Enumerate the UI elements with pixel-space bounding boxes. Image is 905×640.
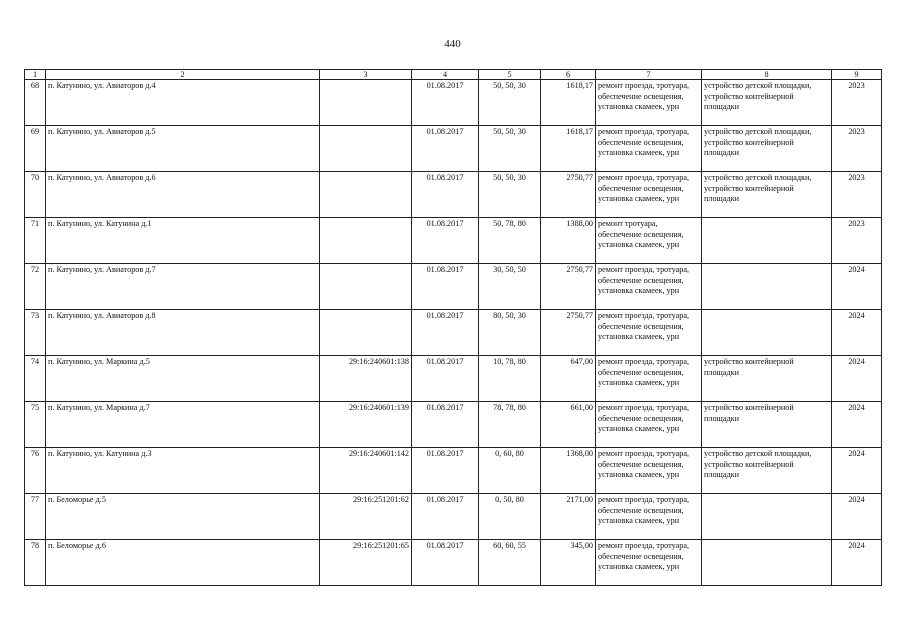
cell-cadastral-number: 29:16:240601:138 bbox=[320, 356, 412, 402]
table-row bbox=[25, 494, 882, 540]
cell-address: п. Катунино, ул. Авиаторов д.4 bbox=[46, 80, 320, 126]
cell-cadastral-number bbox=[320, 172, 412, 218]
cell-inventory-date: 01.08.2017 bbox=[412, 126, 479, 172]
cell-row-number: 72 bbox=[25, 264, 46, 310]
cell-year: 2024 bbox=[832, 356, 882, 402]
cell-area: 647,00 bbox=[541, 356, 596, 402]
cell-area: 661,00 bbox=[541, 402, 596, 448]
cell-cadastral-number bbox=[320, 126, 412, 172]
cell-additional-works bbox=[702, 310, 832, 356]
cell-cadastral-number: 29:16:240601:139 bbox=[320, 402, 412, 448]
cell-improvement-percent: 50, 78, 80 bbox=[479, 218, 541, 264]
cell-row-number: 71 bbox=[25, 218, 46, 264]
cell-area: 2750,77 bbox=[541, 264, 596, 310]
table-row bbox=[25, 80, 882, 126]
cell-address: п. Беломорье д.5 bbox=[46, 494, 320, 540]
cell-cadastral-number bbox=[320, 264, 412, 310]
table-row bbox=[25, 356, 882, 402]
cell-improvement-percent: 80, 50, 30 bbox=[479, 310, 541, 356]
cell-area: 1388,00 bbox=[541, 218, 596, 264]
cell-area: 2750,77 bbox=[541, 310, 596, 356]
header-col-7: 7 bbox=[596, 70, 702, 80]
header-col-4: 4 bbox=[412, 70, 479, 80]
cell-cadastral-number: 29:16:240601:142 bbox=[320, 448, 412, 494]
cell-row-number: 78 bbox=[25, 540, 46, 586]
cell-required-works: ремонт проезда, тротуара, обеспечение освещения, установка скамеек, урн bbox=[596, 310, 702, 356]
header-col-2: 2 bbox=[46, 70, 320, 80]
cell-inventory-date: 01.08.2017 bbox=[412, 402, 479, 448]
cell-additional-works bbox=[702, 264, 832, 310]
cell-area: 1618,17 bbox=[541, 126, 596, 172]
cell-row-number: 70 bbox=[25, 172, 46, 218]
cell-row-number: 77 bbox=[25, 494, 46, 540]
cell-required-works: ремонт тротуара, обеспечение освещения, установка скамеек, урн bbox=[596, 218, 702, 264]
cell-required-works: ремонт проезда, тротуара, обеспечение освещения, установка скамеек, урн bbox=[596, 494, 702, 540]
improvement-table bbox=[24, 69, 882, 586]
cell-row-number: 68 bbox=[25, 80, 46, 126]
cell-improvement-percent: 50, 50, 30 bbox=[479, 172, 541, 218]
cell-required-works: ремонт проезда, тротуара, обеспечение освещения, установка скамеек, урн bbox=[596, 448, 702, 494]
cell-cadastral-number bbox=[320, 80, 412, 126]
cell-required-works: ремонт проезда, тротуара, обеспечение освещения, установка скамеек, урн bbox=[596, 172, 702, 218]
table-header-row bbox=[25, 70, 882, 80]
cell-improvement-percent: 30, 50, 50 bbox=[479, 264, 541, 310]
table-row bbox=[25, 402, 882, 448]
cell-additional-works: устройство детской площадки, устройство контейнерной площадки bbox=[702, 80, 832, 126]
table-row bbox=[25, 310, 882, 356]
cell-address: п. Катунино, ул. Маркина д.5 bbox=[46, 356, 320, 402]
cell-row-number: 75 bbox=[25, 402, 46, 448]
header-col-3: 3 bbox=[320, 70, 412, 80]
cell-address: п. Беломорье д.6 bbox=[46, 540, 320, 586]
cell-address: п. Катунино, ул. Катунина д.3 bbox=[46, 448, 320, 494]
cell-year: 2024 bbox=[832, 494, 882, 540]
table-row bbox=[25, 172, 882, 218]
cell-area: 1368,00 bbox=[541, 448, 596, 494]
cell-improvement-percent: 78, 78, 80 bbox=[479, 402, 541, 448]
cell-address: п. Катунино, ул. Авиаторов д.8 bbox=[46, 310, 320, 356]
cell-additional-works: устройство контейнерной площадки bbox=[702, 402, 832, 448]
cell-inventory-date: 01.08.2017 bbox=[412, 310, 479, 356]
cell-inventory-date: 01.08.2017 bbox=[412, 264, 479, 310]
page-number: 440 bbox=[444, 38, 461, 50]
header-col-9: 9 bbox=[832, 70, 882, 80]
header-col-6: 6 bbox=[541, 70, 596, 80]
cell-row-number: 73 bbox=[25, 310, 46, 356]
cell-year: 2023 bbox=[832, 172, 882, 218]
cell-year: 2024 bbox=[832, 402, 882, 448]
cell-year: 2024 bbox=[832, 448, 882, 494]
cell-improvement-percent: 50, 50, 30 bbox=[479, 80, 541, 126]
cell-required-works: ремонт проезда, тротуара, обеспечение освещения, установка скамеек, урн bbox=[596, 80, 702, 126]
cell-area: 345,00 bbox=[541, 540, 596, 586]
cell-improvement-percent: 10, 78, 80 bbox=[479, 356, 541, 402]
cell-year: 2024 bbox=[832, 540, 882, 586]
cell-cadastral-number: 29:16:251201:65 bbox=[320, 540, 412, 586]
cell-area: 2171,00 bbox=[541, 494, 596, 540]
cell-additional-works bbox=[702, 218, 832, 264]
cell-inventory-date: 01.08.2017 bbox=[412, 172, 479, 218]
cell-row-number: 76 bbox=[25, 448, 46, 494]
table-row bbox=[25, 540, 882, 586]
cell-address: п. Катунино, ул. Авиаторов д.7 bbox=[46, 264, 320, 310]
cell-cadastral-number bbox=[320, 218, 412, 264]
cell-required-works: ремонт проезда, тротуара, обеспечение освещения, установка скамеек, урн bbox=[596, 126, 702, 172]
table-row bbox=[25, 126, 882, 172]
cell-improvement-percent: 60, 60, 55 bbox=[479, 540, 541, 586]
cell-additional-works: устройство детской площадки, устройство контейнерной площадки bbox=[702, 172, 832, 218]
cell-required-works: ремонт проезда, тротуара, обеспечение освещения, установка скамеек, урн bbox=[596, 356, 702, 402]
cell-cadastral-number: 29:16:251201:62 bbox=[320, 494, 412, 540]
cell-improvement-percent: 0, 50, 80 bbox=[479, 494, 541, 540]
cell-improvement-percent: 50, 50, 30 bbox=[479, 126, 541, 172]
cell-required-works: ремонт проезда, тротуара, обеспечение освещения, установка скамеек, урн bbox=[596, 540, 702, 586]
cell-improvement-percent: 0, 60, 80 bbox=[479, 448, 541, 494]
table-row bbox=[25, 448, 882, 494]
header-col-5: 5 bbox=[479, 70, 541, 80]
cell-inventory-date: 01.08.2017 bbox=[412, 356, 479, 402]
cell-year: 2023 bbox=[832, 126, 882, 172]
cell-address: п. Катунино, ул. Маркина д.7 bbox=[46, 402, 320, 448]
cell-inventory-date: 01.08.2017 bbox=[412, 448, 479, 494]
table-row bbox=[25, 218, 882, 264]
cell-address: п. Катунино, ул. Авиаторов д.6 bbox=[46, 172, 320, 218]
cell-cadastral-number bbox=[320, 310, 412, 356]
cell-required-works: ремонт проезда, тротуара, обеспечение освещения, установка скамеек, урн bbox=[596, 264, 702, 310]
cell-area: 1618,17 bbox=[541, 80, 596, 126]
cell-additional-works bbox=[702, 494, 832, 540]
cell-additional-works: устройство детской площадки, устройство контейнерной площадки bbox=[702, 126, 832, 172]
cell-inventory-date: 01.08.2017 bbox=[412, 218, 479, 264]
cell-additional-works bbox=[702, 540, 832, 586]
cell-inventory-date: 01.08.2017 bbox=[412, 540, 479, 586]
header-col-8: 8 bbox=[702, 70, 832, 80]
cell-row-number: 69 bbox=[25, 126, 46, 172]
cell-inventory-date: 01.08.2017 bbox=[412, 80, 479, 126]
cell-address: п. Катунино, ул. Авиаторов д.5 bbox=[46, 126, 320, 172]
cell-additional-works: устройство контейнерной площадки bbox=[702, 356, 832, 402]
cell-area: 2750,77 bbox=[541, 172, 596, 218]
cell-inventory-date: 01.08.2017 bbox=[412, 494, 479, 540]
cell-row-number: 74 bbox=[25, 356, 46, 402]
header-col-1: 1 bbox=[25, 70, 46, 80]
cell-year: 2024 bbox=[832, 264, 882, 310]
cell-required-works: ремонт проезда, тротуара, обеспечение освещения, установка скамеек, урн bbox=[596, 402, 702, 448]
table-row bbox=[25, 264, 882, 310]
cell-year: 2023 bbox=[832, 80, 882, 126]
cell-additional-works: устройство детской площадки, устройство контейнерной площадки bbox=[702, 448, 832, 494]
cell-year: 2023 bbox=[832, 218, 882, 264]
cell-address: п. Катунино, ул. Катунина д.1 bbox=[46, 218, 320, 264]
cell-year: 2024 bbox=[832, 310, 882, 356]
